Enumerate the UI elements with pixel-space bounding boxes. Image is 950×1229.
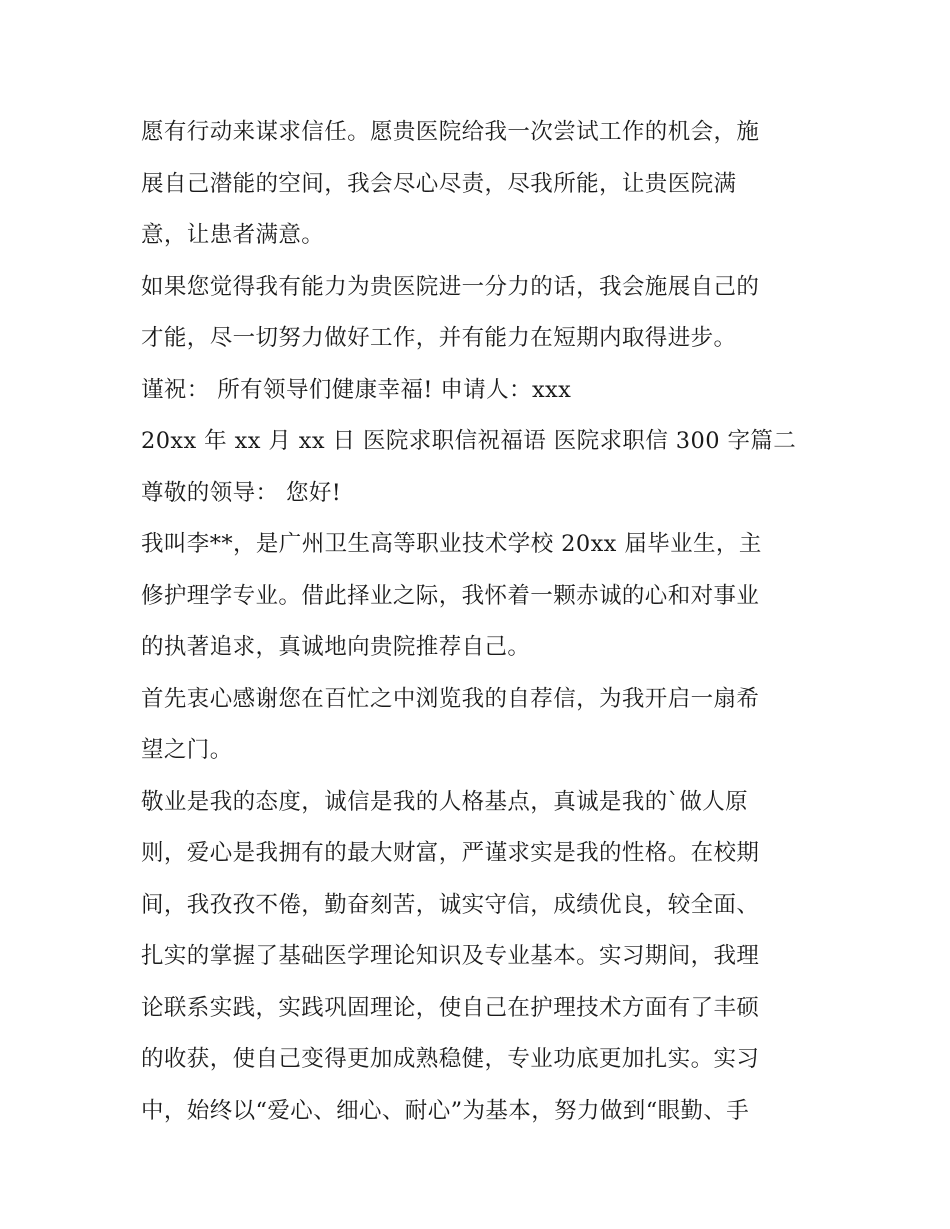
text-line: 望之门。 <box>141 737 233 763</box>
document-body <box>141 107 813 1137</box>
text-line: 的收获，使自己变得更加成熟稳健，专业功底更加扎实。实习 <box>141 1046 760 1072</box>
text-line: 愿有行动来谋求信任。愿贵医院给我一次尝试工作的机会，施 <box>141 119 760 145</box>
text-line: 20xx 年 xx 月 xx 日 医院求职信祝福语 医院求职信 300 字篇二 <box>141 428 797 454</box>
text-line: 谨祝： 所有领导们健康幸福! 申请人：xxx <box>141 376 572 403</box>
text-line: 中，始终以“爱心、细心、耐心”为基本，努力做到“眼勤、手 <box>141 1097 750 1124</box>
text-line: 论联系实践，实践巩固理论，使自己在护理技术方面有了丰硕 <box>141 994 760 1021</box>
text-line: 才能，尽一切努力做好工作，并有能力在短期内取得进步。 <box>141 325 737 351</box>
text-line: 修护理学专业。借此择业之际，我怀着一颗赤诚的心和对事业 <box>141 582 760 609</box>
text-line: 扎实的掌握了基础医学理论知识及专业基本。实习期间，我理 <box>141 943 760 969</box>
text-line: 敬业是我的态度，诚信是我的人格基点，真诚是我的`做人原 <box>141 788 749 815</box>
text-line: 意，让患者满意。 <box>141 222 325 248</box>
text-line: 如果您觉得我有能力为贵医院进一分力的话，我会施展自己的 <box>141 273 760 300</box>
text-line: 则，爱心是我拥有的最大财富，严谨求实是我的性格。在校期 <box>141 840 760 866</box>
text-line: 我叫李**，是广州卫生高等职业技术学校 20xx 届毕业生，主 <box>141 531 762 557</box>
text-line: 尊敬的领导： 您好! <box>141 479 342 506</box>
text-line: 的执著追求，真诚地向贵院推荐自己。 <box>141 634 531 660</box>
text-line: 展自己潜能的空间，我会尽心尽责，尽我所能，让贵医院满 <box>141 170 737 197</box>
text-line: 间，我孜孜不倦，勤奋刻苦，诚实守信，成绩优良，较全面、 <box>141 891 760 918</box>
text-line: 首先衷心感谢您在百忙之中浏览我的自荐信，为我开启一扇希 <box>141 685 760 712</box>
